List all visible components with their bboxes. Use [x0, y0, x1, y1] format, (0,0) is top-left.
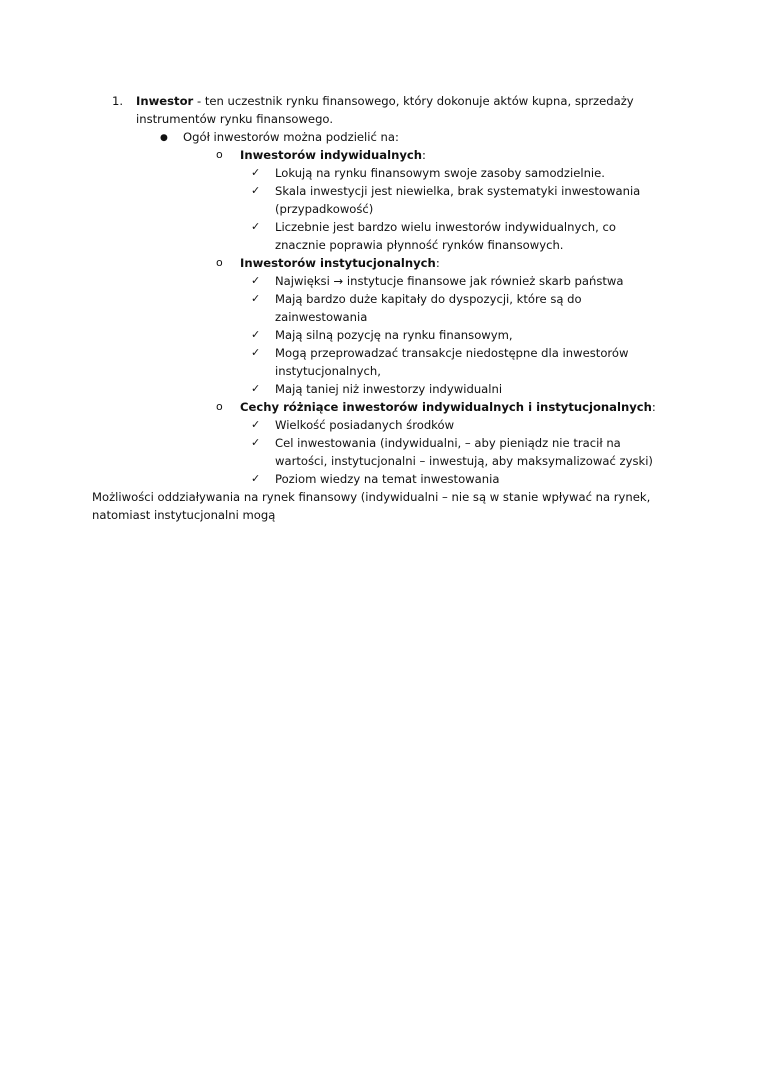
check-icon: ✓ — [251, 220, 261, 233]
list-item-continuation: zainwestowania — [275, 310, 368, 324]
closing-paragraph-line2: natomiast instytucjonalni mogą — [92, 508, 276, 522]
list-item-continuation: wartości, instytucjonalni – inwestują, aby maksymalizować zyski) — [275, 454, 653, 468]
group-heading — [240, 398, 656, 416]
heading-colon: : — [422, 148, 426, 162]
heading-colon: : — [435, 256, 440, 270]
list-item: Cel inwestowania (indywidualni, – aby pieniądz nie tracił na — [275, 436, 621, 450]
bullet-icon: ● — [160, 133, 168, 143]
list-item: Skala inwestycji jest niewielka, brak systematyki inwestowania — [275, 184, 641, 198]
check-icon: ✓ — [251, 418, 261, 431]
list-item-continuation: (przypadkowość) — [275, 202, 374, 216]
circle-icon: o — [216, 400, 223, 413]
list-item: Poziom wiedzy na temat inwestowania — [275, 472, 500, 486]
list-item: Mają bardzo duże kapitały do dyspozycji, które są do — [275, 292, 582, 306]
list-item: Lokują na rynku finansowym swoje zasoby samodzielnie. — [275, 166, 605, 180]
check-icon: ✓ — [251, 274, 261, 287]
definition-line-2: instrumentów rynku finansowego. — [136, 112, 334, 126]
check-icon: ✓ — [251, 292, 261, 305]
list-number: 1. — [112, 94, 124, 108]
group-heading-text: Cechy różniące inwestorów indywidualnych i instytucjonalnych — [240, 400, 652, 414]
group-heading-text: Inwestorów instytucjonalnych — [240, 256, 436, 270]
check-icon: ✓ — [251, 328, 261, 341]
check-icon: ✓ — [251, 166, 261, 179]
check-icon: ✓ — [251, 184, 261, 197]
list-item-continuation: instytucjonalnych, — [275, 364, 381, 378]
circle-icon: o — [216, 256, 223, 269]
term-definition: - ten uczestnik rynku finansowego, który dokonuje aktów kupna, sprzedaży — [193, 94, 634, 108]
group-heading — [240, 254, 440, 272]
definition-line — [136, 92, 634, 110]
heading-colon: : — [651, 400, 656, 414]
intro-text: Ogół inwestorów można podzielić na: — [183, 130, 399, 144]
list-item: Najwięksi → instytucje finansowe jak również skarb państwa — [275, 274, 624, 288]
check-icon: ✓ — [251, 382, 261, 395]
term-inwestor: Inwestor — [136, 94, 194, 108]
check-icon: ✓ — [251, 346, 261, 359]
group-heading — [240, 146, 426, 164]
list-item: Wielkość posiadanych środków — [275, 418, 455, 432]
list-item: Liczebnie jest bardzo wielu inwestorów indywidualnych, co — [275, 220, 616, 234]
closing-paragraph-line1: Możliwości oddziaływania na rynek finansowy (indywidualni – nie są w stanie wpływać na rynek, — [92, 490, 651, 504]
list-item: Mogą przeprowadzać transakcje niedostępne dla inwestorów — [275, 346, 629, 360]
list-item: Mają silną pozycję na rynku finansowym, — [275, 328, 513, 342]
check-icon: ✓ — [251, 436, 261, 449]
list-item: Mają taniej niż inwestorzy indywidualni — [275, 382, 503, 396]
list-item-continuation: znacznie poprawia płynność rynków finansowych. — [275, 238, 564, 252]
group-heading-text: Inwestorów indywidualnych — [240, 148, 423, 162]
check-icon: ✓ — [251, 472, 261, 485]
circle-icon: o — [216, 148, 223, 161]
